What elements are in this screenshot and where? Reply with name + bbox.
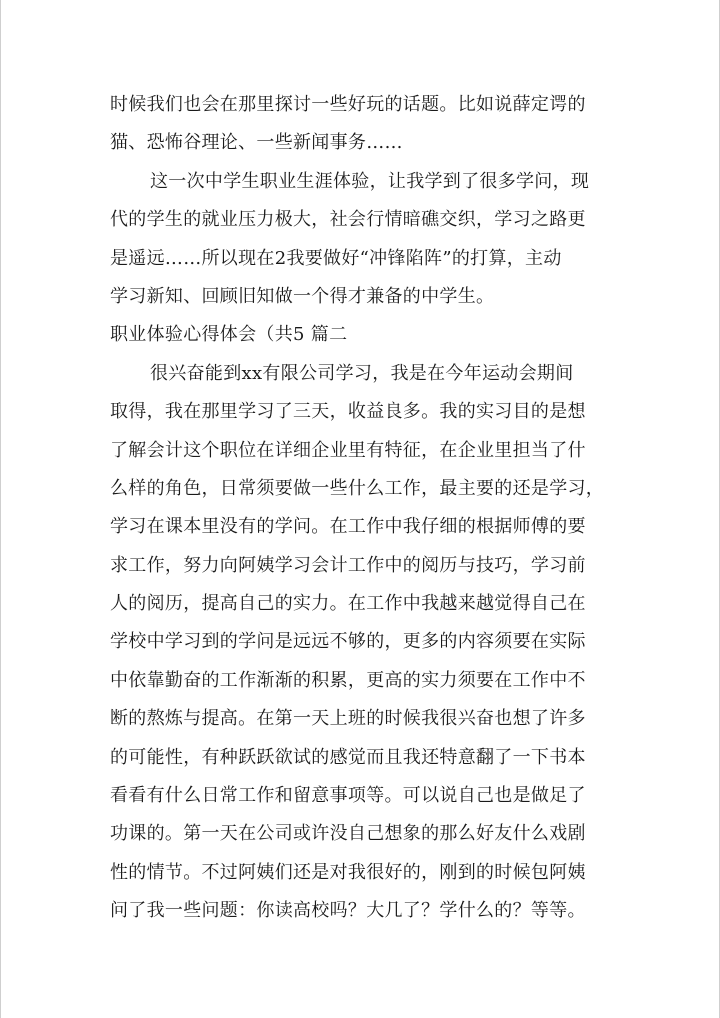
text-line: 是遥远……所以现在2我要做好“冲锋陷阵”的打算，主动 bbox=[110, 247, 562, 269]
text-line: 学习在课本里没有的学问。在工作中我仔细的根据师傅的要 bbox=[110, 516, 586, 538]
text-line: 学习新知、回顾旧知做一个得才兼备的中学生。 bbox=[110, 285, 495, 307]
document-body bbox=[110, 86, 610, 931]
text-line: 的可能性，有种跃跃欲试的感觉而且我还特意翻了一下书本 bbox=[110, 746, 586, 768]
text-line: 断的熬炼与提高。在第一天上班的时候我很兴奋也想了许多 bbox=[110, 708, 586, 730]
text-line: 问了我一些问题：你读高校吗？大几了？学什么的？等等。 bbox=[110, 900, 586, 922]
page-edge-left bbox=[0, 0, 1, 1018]
text-line: 人的阅历，提高自己的实力。在工作中我越来越觉得自己在 bbox=[110, 593, 586, 615]
text-line: 取得，我在那里学习了三天，收益良多。我的实习目的是想 bbox=[110, 401, 586, 423]
paragraph-start-line: 很兴奋能到xx有限公司学习，我是在今年运动会期间 bbox=[150, 362, 574, 384]
text-line: 性的情节。不过阿姨们还是对我很好的，刚到的时候包阿姨 bbox=[110, 861, 586, 883]
text-line: 学校中学习到的学问是远远不够的，更多的内容须要在实际 bbox=[110, 631, 586, 653]
text-line: 求工作，努力向阿姨学习会计工作中的阅历与技巧，学习前 bbox=[110, 554, 586, 576]
text-line: 猫、恐怖谷理论、一些新闻事务…… bbox=[110, 132, 403, 154]
text-line: 时候我们也会在那里探讨一些好玩的话题。比如说薛定谔的 bbox=[110, 94, 586, 115]
text-line: 看看有什么日常工作和留意事项等。可以说自己也是做足了 bbox=[110, 785, 586, 807]
section-heading: 职业体验心得体会（共5 篇二 bbox=[110, 324, 348, 346]
paragraph-start-line: 这一次中学生职业生涯体验，让我学到了很多学问，现 bbox=[150, 170, 590, 192]
text-line: 了解会计这个职位在详细企业里有特征，在企业里担当了什 bbox=[110, 439, 586, 461]
text-line: 中依靠勤奋的工作渐渐的积累，更高的实力须要在工作中不 bbox=[110, 669, 586, 691]
text-line: 功课的。第一天在公司或许没自己想象的那么好友什么戏剧 bbox=[110, 823, 586, 845]
text-line: 么样的角色，日常须要做一些什么工作，最主要的还是学习， bbox=[110, 477, 605, 499]
text-line: 代的学生的就业压力极大，社会行情暗礁交织，学习之路更 bbox=[110, 209, 586, 231]
